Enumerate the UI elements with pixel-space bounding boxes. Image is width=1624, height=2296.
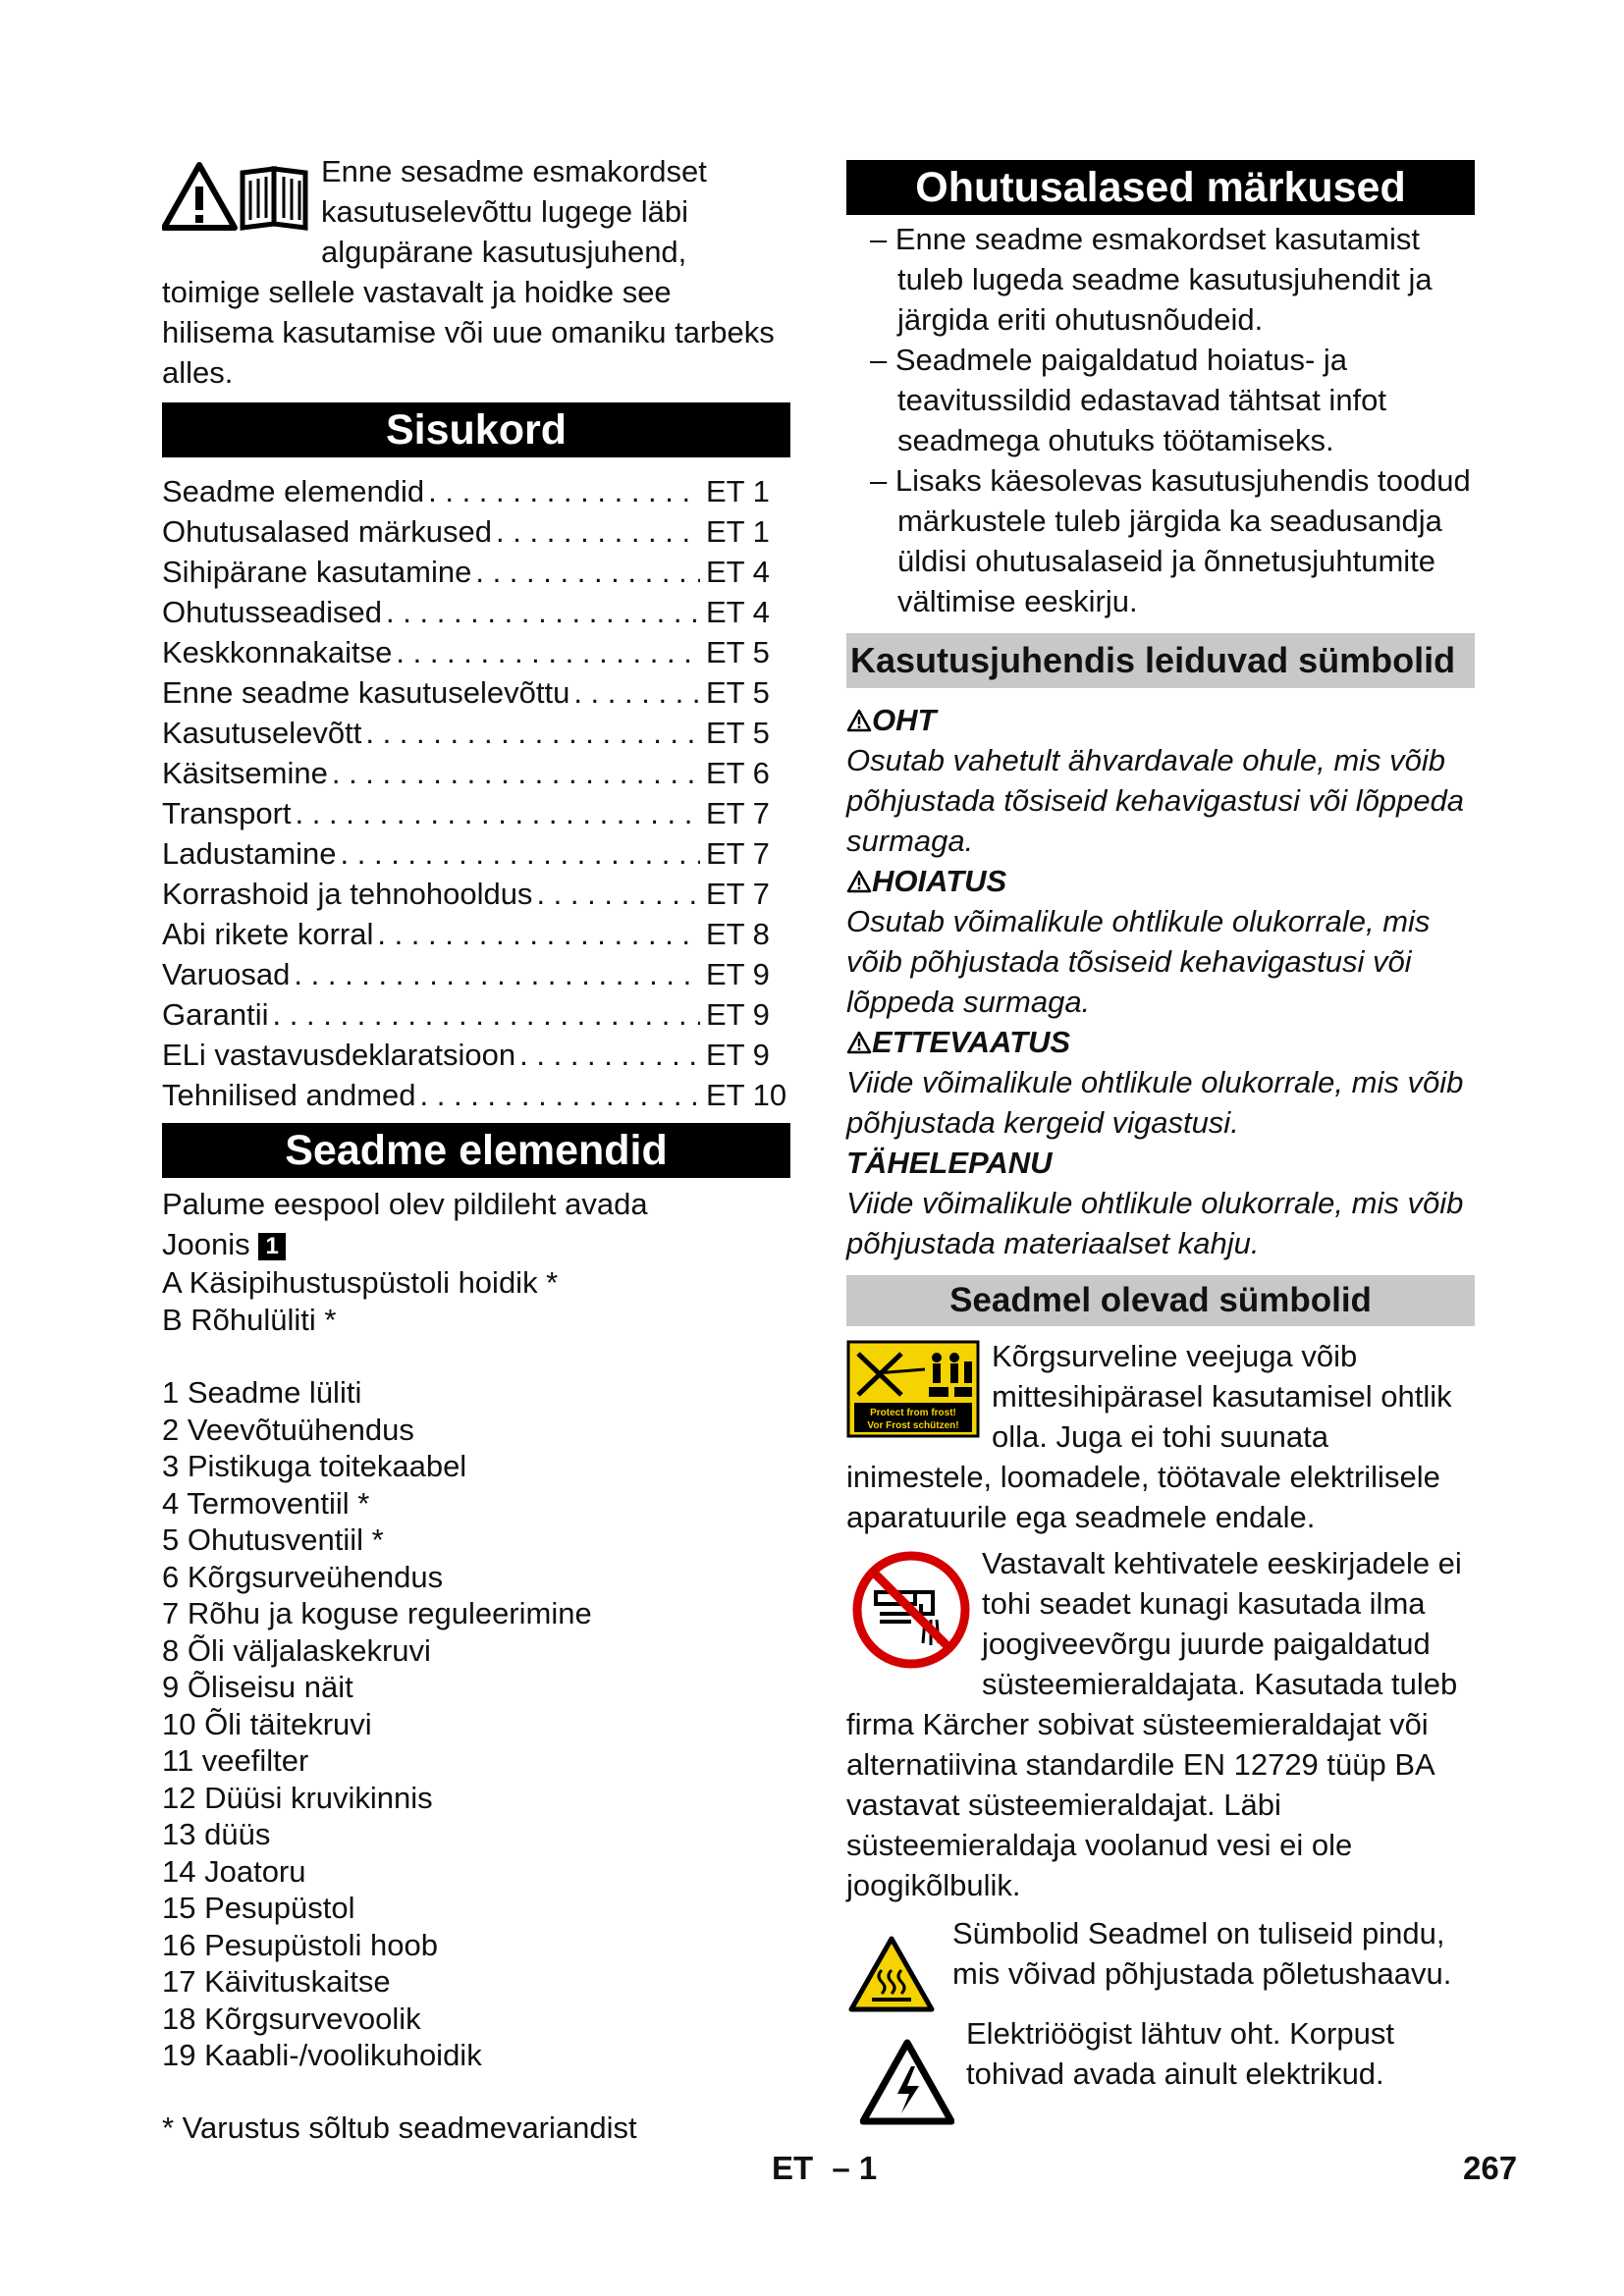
toc-leader-dots bbox=[365, 713, 700, 753]
elements-heading: Seadme elemendid bbox=[162, 1123, 790, 1178]
toc-entry-title: Ohutusalased märkused bbox=[162, 514, 493, 549]
manual-symbols-list bbox=[846, 700, 1475, 1263]
element-item: 11 veefilter bbox=[162, 1743, 309, 1778]
toc-entry-title: Ohutusseadised bbox=[162, 595, 383, 629]
toc-entry-page: ET 5 bbox=[706, 716, 770, 750]
toc-row bbox=[162, 1035, 790, 1075]
element-item: 18 Kõrgsurvevoolik bbox=[162, 2001, 421, 2036]
element-item: 17 Käivituskaitse bbox=[162, 1964, 391, 1999]
device-symbol-1-text: Kõrgsurveline veejuga võib mittesihipärasel kasutamisel ohtlik olla. Juga ei tohi suunata inimestele, loomadele, töötavale elektrilisele aparatuurile ega seadmele endale. bbox=[846, 1339, 1452, 1534]
device-symbol-2-text: Vastavalt kehtivatele eeskirjadele ei tohi seadet kunagi kasutada ilma joogiveevõrgu juurde paigaldatud süsteemieraldajata. Kasutada tuleb firma Kärcher sobivat süsteemieraldajat või alternatiivina standardile EN 12729 tüüp BA vastavat süsteemieraldajat. Läbi süsteemieraldaja voolanud vesi ei ole joogikõlbulik. bbox=[846, 1546, 1462, 1902]
toc-entry-page: ET 1 bbox=[706, 514, 770, 549]
element-item: 8 Õli väljalaskekruvi bbox=[162, 1632, 431, 1668]
toc-row bbox=[162, 713, 790, 753]
device-symbol-4-text: Elektriöögist lähtuv oht. Korpust tohivad avada ainult elektrikud. bbox=[966, 2016, 1394, 2091]
footnote: * Varustus sõltub seadmevariandist bbox=[162, 2109, 637, 2145]
toc-leader-dots bbox=[294, 954, 700, 994]
toc-entry-title: Korrashoid ja tehnohooldus bbox=[162, 877, 533, 911]
left-column bbox=[162, 147, 790, 2148]
toc-entry-title: Seadme elemendid bbox=[162, 474, 425, 508]
figure-number-box: 1 bbox=[258, 1233, 286, 1260]
symbol-heading-text: OHT bbox=[872, 703, 937, 737]
footer-local-page: – 1 bbox=[832, 2150, 878, 2186]
toc-leader-dots bbox=[273, 994, 700, 1035]
device-symbol-3-text: Sümbolid Seadmel on tuliseid pindu, mis võivad põhjustada põletushaavu. bbox=[952, 1916, 1452, 1991]
toc-entry-page: ET 1 bbox=[706, 474, 770, 508]
warning-read-manual-icon bbox=[162, 159, 311, 234]
frost-label-de: Vor Frost schützen! bbox=[867, 1420, 959, 1431]
toc-leader-dots bbox=[496, 511, 700, 552]
toc-leader-dots bbox=[332, 753, 700, 793]
element-list bbox=[162, 1374, 790, 2074]
toc-entry-page: ET 9 bbox=[706, 957, 770, 991]
toc-leader-dots bbox=[377, 914, 700, 954]
toc-entry-page: ET 7 bbox=[706, 877, 770, 911]
toc-heading: Sisukord bbox=[162, 402, 790, 457]
toc-entry-title: ELi vastavusdeklaratsioon bbox=[162, 1038, 516, 1072]
toc-row bbox=[162, 753, 790, 793]
element-item: 1 Seadme lüliti bbox=[162, 1375, 362, 1410]
toc-leader-dots bbox=[296, 793, 700, 833]
symbol-heading-text: HOIATUS bbox=[872, 864, 1007, 898]
safety-note: – Enne seadme esmakordset kasutamist tuleb lugeda seadme kasutusjuhendit ja järgida eriti ohutusnõudeid. bbox=[870, 222, 1433, 337]
toc-leader-dots bbox=[420, 1075, 700, 1115]
symbol-description: Viide võimalikule ohtlikule olukorrale, mis võib põhjustada materiaalset kahju. bbox=[846, 1186, 1464, 1260]
toc-list bbox=[162, 471, 790, 1115]
intro-text: Enne sesadme esmakordset kasutuselevõttu lugege läbi algupärane kasutusjuhend, toimige sellele vastavalt ja hoidke see hilisema kasutamise või uue omaniku tarbeks alles. bbox=[162, 154, 775, 390]
no-drinking-water-connection-icon bbox=[850, 1549, 972, 1671]
toc-row bbox=[162, 471, 790, 511]
element-item: 13 düüs bbox=[162, 1817, 271, 1851]
symbol-heading bbox=[846, 700, 1475, 740]
toc-entry-title: Kasutuselevõtt bbox=[162, 716, 362, 750]
symbol-heading bbox=[846, 1143, 1475, 1183]
manual-symbols-heading: Kasutusjuhendis leiduvad sümbolid bbox=[846, 633, 1475, 688]
element-item: 19 Kaabli-/voolikuhoidik bbox=[162, 2038, 482, 2072]
letter-item: B Rõhulüliti * bbox=[162, 1302, 337, 1337]
toc-entry-page: ET 8 bbox=[706, 917, 770, 951]
symbol-heading-text: ETTEVAATUS bbox=[872, 1025, 1071, 1059]
toc-row bbox=[162, 874, 790, 914]
toc-leader-dots bbox=[341, 833, 700, 874]
safety-note: – Lisaks käesolevas kasutusjuhendis toodud märkustele tuleb järgida ka seadusandja üldisi ohutusalaseid ja õnnetusjuhtumite vältimise eeskirju. bbox=[870, 463, 1471, 618]
toc-entry-page: ET 7 bbox=[706, 836, 770, 871]
toc-row bbox=[162, 994, 790, 1035]
element-item: 3 Pistikuga toitekaabel bbox=[162, 1449, 467, 1483]
element-item: 14 Joatoru bbox=[162, 1853, 306, 1889]
symbol-description: Viide võimalikule ohtlikule olukorrale, mis võib põhjustada kergeid vigastusi. bbox=[846, 1065, 1464, 1140]
toc-row bbox=[162, 833, 790, 874]
device-symbol-4 bbox=[846, 2013, 1475, 2125]
toc-row bbox=[162, 552, 790, 592]
element-item: 2 Veevõtuühendus bbox=[162, 1412, 414, 1447]
toc-row bbox=[162, 511, 790, 552]
device-symbol-3 bbox=[846, 1913, 1475, 2013]
electric-shock-warning-icon bbox=[860, 2039, 954, 2125]
toc-leader-dots bbox=[519, 1035, 700, 1075]
toc-entry-page: ET 5 bbox=[706, 675, 770, 710]
toc-row bbox=[162, 672, 790, 713]
element-item: 7 Rõhu ja koguse reguleerimine bbox=[162, 1596, 592, 1630]
letter-list bbox=[162, 1264, 790, 1338]
letter-item: A Käsipihustuspüstoli hoidik * bbox=[162, 1265, 559, 1300]
page-number: 267 bbox=[1463, 2150, 1518, 2186]
toc-entry-title: Tehnilised andmed bbox=[162, 1078, 416, 1112]
toc-entry-title: Abi rikete korral bbox=[162, 917, 374, 951]
toc-entry-title: Käsitsemine bbox=[162, 756, 328, 790]
toc-row bbox=[162, 793, 790, 833]
element-item: 5 Ohutusventiil * bbox=[162, 1522, 384, 1557]
toc-entry-page: ET 5 bbox=[706, 635, 770, 669]
element-item: 15 Pesupüstol bbox=[162, 1891, 355, 1925]
elements-intro: Palume eespool olev pildileht avada bbox=[162, 1187, 648, 1221]
toc-row bbox=[162, 1075, 790, 1115]
symbol-description: Osutab vahetult ähvardavale ohule, mis võib põhjustada tõsiseid kehavigastusi või lõppeda surmaga. bbox=[846, 743, 1465, 858]
toc-entry-title: Transport bbox=[162, 796, 292, 830]
toc-leader-dots bbox=[386, 592, 700, 632]
right-column bbox=[846, 160, 1475, 2125]
safety-list bbox=[846, 219, 1475, 621]
figure-label: Joonis bbox=[162, 1227, 250, 1261]
footer-section-label bbox=[772, 2150, 877, 2187]
toc-entry-title: Enne seadme kasutuselevõttu bbox=[162, 675, 570, 710]
toc-entry-title: Sihipärane kasutamine bbox=[162, 555, 472, 589]
toc-entry-page: ET 6 bbox=[706, 756, 770, 790]
symbol-heading bbox=[846, 861, 1475, 901]
high-pressure-warning-icon bbox=[846, 1340, 980, 1438]
element-item: 4 Termoventiil * bbox=[162, 1485, 370, 1521]
toc-row bbox=[162, 954, 790, 994]
element-item: 9 Õliseisu näit bbox=[162, 1670, 353, 1704]
warning-triangle-icon bbox=[846, 1031, 872, 1054]
safety-note: – Seadmele paigaldatud hoiatus- ja teavitussildid edastavad tähtsat infot seadmega ohutuks töötamiseks. bbox=[870, 343, 1387, 457]
toc-entry-page: ET 4 bbox=[706, 555, 770, 589]
toc-entry-page: ET 7 bbox=[706, 796, 770, 830]
hot-surface-icon bbox=[848, 1935, 935, 2013]
element-item: 16 Pesupüstoli hoob bbox=[162, 1927, 438, 1962]
toc-entry-title: Garantii bbox=[162, 997, 269, 1032]
warning-triangle-icon bbox=[846, 870, 872, 893]
symbol-heading-text: TÄHELEPANU bbox=[846, 1146, 1053, 1180]
element-item: 12 Düüsi kruvikinnis bbox=[162, 1780, 433, 1815]
toc-entry-page: ET 10 bbox=[706, 1078, 787, 1112]
device-symbol-1 bbox=[846, 1336, 1475, 1537]
warning-triangle-icon bbox=[846, 709, 872, 732]
toc-entry-page: ET 9 bbox=[706, 1038, 770, 1072]
safety-heading: Ohutusalased märkused bbox=[846, 160, 1475, 215]
toc-leader-dots bbox=[536, 874, 700, 914]
toc-entry-page: ET 4 bbox=[706, 595, 770, 629]
toc-leader-dots bbox=[396, 632, 700, 672]
toc-entry-title: Varuosad bbox=[162, 957, 291, 991]
toc-row bbox=[162, 632, 790, 672]
footer-lang: ET bbox=[772, 2150, 814, 2186]
toc-entry-title: Ladustamine bbox=[162, 836, 337, 871]
toc-leader-dots bbox=[428, 471, 700, 511]
toc-entry-title: Keskkonnakaitse bbox=[162, 635, 393, 669]
intro-paragraph bbox=[162, 151, 790, 393]
device-symbols-heading: Seadmel olevad sümbolid bbox=[846, 1275, 1475, 1326]
toc-row bbox=[162, 592, 790, 632]
frost-label-en: Protect from frost! bbox=[870, 1408, 956, 1418]
toc-entry-page: ET 9 bbox=[706, 997, 770, 1032]
element-item: 6 Kõrgsurveühendus bbox=[162, 1559, 444, 1594]
figure-reference bbox=[162, 1224, 790, 1264]
element-item: 10 Õli täitekruvi bbox=[162, 1706, 372, 1741]
toc-leader-dots bbox=[573, 672, 700, 713]
device-symbol-2 bbox=[846, 1543, 1475, 1905]
toc-row bbox=[162, 914, 790, 954]
symbol-heading bbox=[846, 1022, 1475, 1062]
symbol-description: Osutab võimalikule ohtlikule olukorrale, mis võib põhjustada tõsiseid kehavigastusi või lõppeda surmaga. bbox=[846, 904, 1431, 1019]
toc-leader-dots bbox=[475, 552, 700, 592]
